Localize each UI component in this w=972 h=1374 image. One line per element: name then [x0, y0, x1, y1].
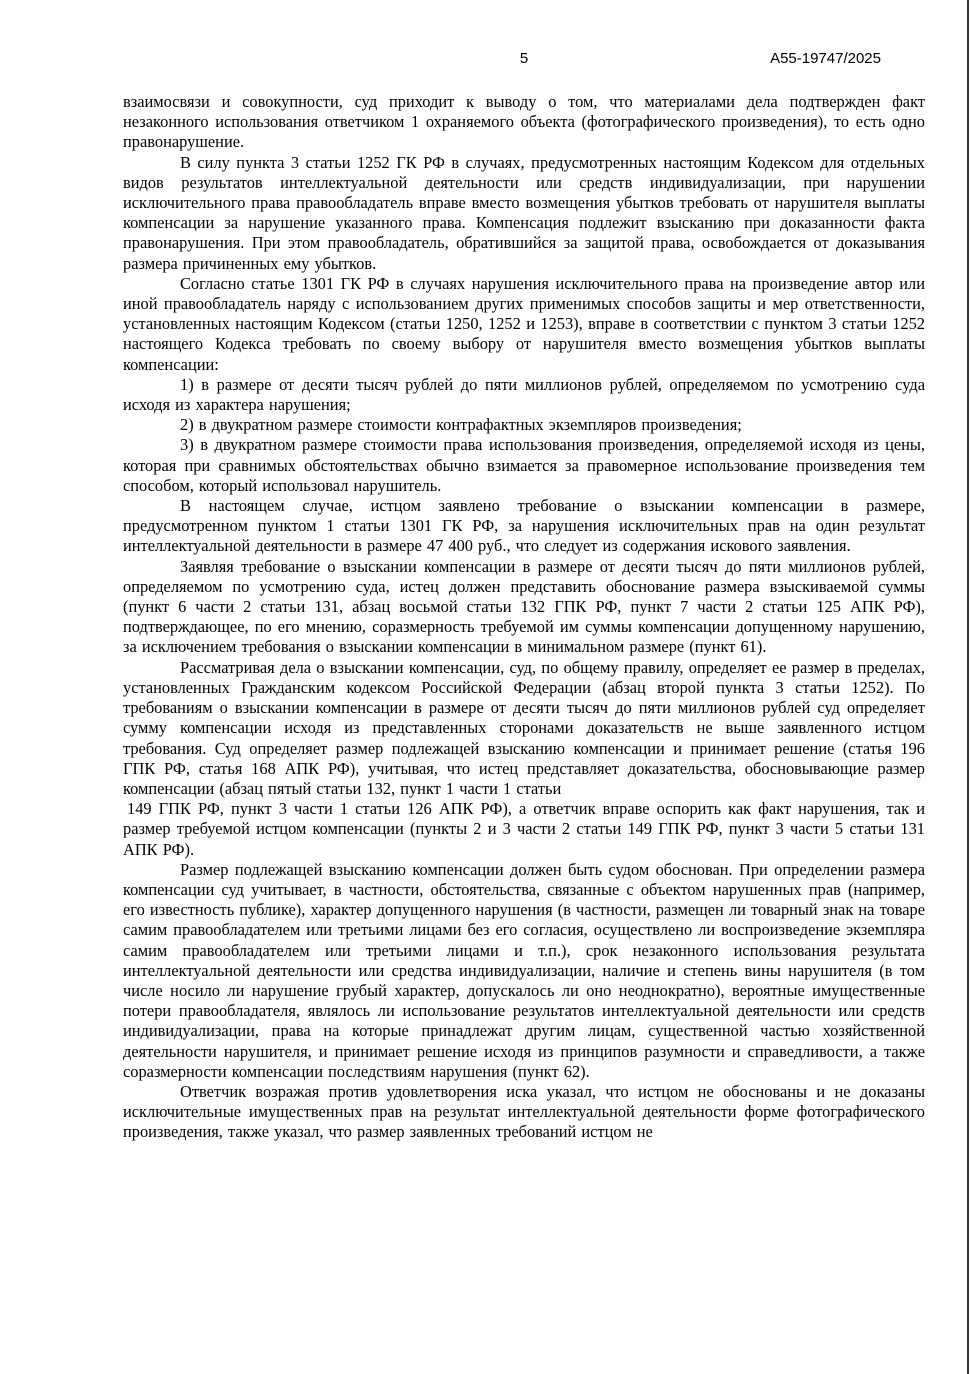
paragraph: В силу пункта 3 статьи 1252 ГК РФ в случаях, предусмотренных настоящим Кодексом для отдельных видов результатов интеллектуальной деятельности или средств индивидуализации, при нарушении исключительного права правообладатель вправе вместо возмещения убытков требовать от нарушителя выплаты компенсации за нарушение указанного права. Компенсация подлежит взысканию при доказанности факта правонарушения. При этом правообладатель, обратившийся за защитой права, освобождается от доказывания размера причиненных ему убытков. [123, 152, 925, 273]
paragraph: Заявляя требование о взыскании компенсации в размере от десяти тысяч до пяти миллионов рублей, определяемом по усмотрению суда, истец должен представить обоснование размера взыскиваемой суммы (пункт 6 части 2 статьи 131, абзац восьмой статьи 132 ГПК РФ, пункт 7 части 2 статьи 125 АПК РФ), подтверждающее, по его мнению, соразмерность требуемой им суммы компенсации допущенному нарушению, за исключением требования о взыскании компенсации в минимальном размере (пункт 61). [123, 556, 925, 657]
page-header [123, 50, 925, 72]
paragraph: 149 ГПК РФ, пункт 3 части 1 статьи 126 АПК РФ), а ответчик вправе оспорить как факт нарушения, так и размер требуемой истцом компенсации (пункты 2 и 3 части 2 статьи 149 ГПК РФ, пункт 3 части 5 статьи 131 АПК РФ). [123, 799, 925, 859]
case-number: А55-19747/2025 [770, 50, 881, 67]
document-body [123, 92, 925, 1143]
scan-edge-line [967, 0, 969, 1374]
paragraph: 1) в размере от десяти тысяч рублей до пяти миллионов рублей, определяемом по усмотрению суда исходя из характера нарушения; [123, 374, 925, 415]
paragraph: В настоящем случае, истцом заявлено требование о взыскании компенсации в размере, предусмотренном пунктом 1 статьи 1301 ГК РФ, за нарушения исключительных прав на один результат интеллектуальной деятельности в размере 47 400 руб., что следует из содержания искового заявления. [123, 496, 925, 556]
paragraph: Размер подлежащей взысканию компенсации должен быть судом обоснован. При определении размера компенсации суд учитывает, в частности, обстоятельства, связанные с объектом нарушенных прав (например, его известность публике), характер допущенного нарушения (в частности, размещен ли товарный знак на товаре самим правообладателем или третьими лицами без его согласия, осуществлено ли воспроизведение экземпляра самим правообладателем или третьими лицами и т.п.), срок незаконного использования результата интеллектуальной деятельности или средства индивидуализации, наличие и степень вины нарушителя (в том числе носило ли нарушение грубый характер, допускалось ли оно неоднократно), вероятные имущественные потери правообладателя, являлось ли использование результатов интеллектуальной деятельности или средств индивидуализации, права на которые принадлежат другим лицам, существенной частью хозяйственной деятельности нарушителя, и принимает решение исходя из принципов разумности и справедливости, а также соразмерности компенсации последствиям нарушения (пункт 62). [123, 859, 925, 1081]
paragraph: взаимосвязи и совокупности, суд приходит к выводу о том, что материалами дела подтвержден факт незаконного использования ответчиком 1 охраняемого объекта (фотографического произведения), то есть одно правонарушение. [123, 92, 925, 152]
paragraph: 2) в двукратном размере стоимости контрафактных экземпляров произведения; [180, 415, 742, 435]
paragraph: 3) в двукратном размере стоимости права использования произведения, определяемой исходя из цены, которая при сравнимых обстоятельствах обычно взимается за правомерное использование произведения тем способом, который использовал нарушитель. [123, 435, 925, 495]
page-number: 5 [519, 50, 529, 67]
paragraph: Ответчик возражая против удовлетворения иска указал, что истцом не обоснованы и не доказаны исключительные имущественных прав на результат интеллектуальной деятельности форме фотографического произведения, также указал, что размер заявленных требований истцом не [123, 1081, 925, 1142]
paragraph: Согласно статье 1301 ГК РФ в случаях нарушения исключительного права на произведение автор или иной правообладатель наряду с использованием других применимых способов защиты и мер ответственности, установленных настоящим Кодексом (статьи 1250, 1252 и 1253), вправе в соответствии с пунктом 3 статьи 1252 настоящего Кодекса требовать по своему выбору от нарушителя вместо возмещения убытков выплаты компенсации: [123, 273, 925, 374]
paragraph: Рассматривая дела о взыскании компенсации, суд, по общему правилу, определяет ее размер в пределах, установленных Гражданским кодексом Российской Федерации (абзац второй пункта 3 статьи 1252). По требованиям о взыскании компенсации в размере от десяти тысяч до пяти миллионов рублей суд определяет сумму компенсации исходя из представленных сторонами доказательств не выше заявленного истцом требования. Суд определяет размер подлежащей взысканию компенсации и принимает решение (статья 196 ГПК РФ, статья 168 АПК РФ), учитывая, что истец представляет доказательства, обосновывающие размер компенсации (абзац пятый статьи 132, пункт 1 части 1 статьи [123, 657, 925, 798]
